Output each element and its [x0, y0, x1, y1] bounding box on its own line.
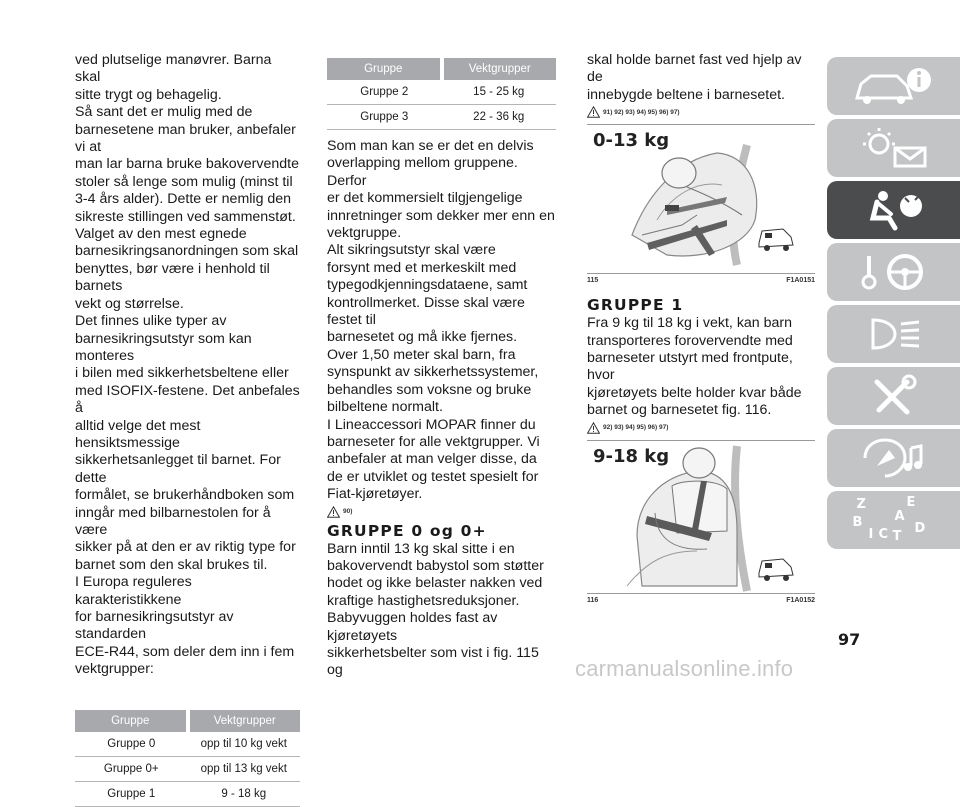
table-header-row	[75, 710, 300, 732]
warning-reference-numbers: 92) 93) 94) 95) 96) 97)	[603, 424, 669, 432]
seat-airbag-icon	[849, 188, 939, 232]
table-cell: Gruppe 1	[75, 781, 188, 806]
table-header-cell: Vektgrupper	[188, 710, 301, 732]
section-heading: GRUPPE 1	[587, 296, 684, 315]
figure-caption	[587, 277, 815, 284]
index-letter: T	[892, 529, 902, 544]
page-number: 97	[838, 630, 861, 649]
body-text: ved plutselige manøvrer. Barna skal sitte trygt og behagelig. Så sant det er mulig med de barnesetene man bruker, anbefaler vi at man lar barna bruke bakovervendte stoler så lenge som mulig (minst til 3-4 års alder). Dette er nemlig den sikreste stillingen ved sammenstøt. Valget av den mest egnede barnesikringsanordningen som skal benyttes, bør være i henhold til barnets vekt og størrelse. Det finnes ulike typer av barnesikringsutstyr som kan monteres i bilen med sikkerhetsbeltene eller med ISOFIX-festene. Det anbefales å alltid velge det mest hensiktsmessige sikkerhetsanlegget til barnet. For dette formålet, se brukerhåndboken som inngår med bilbarnestolen for å være sikker på at den er av riktig type for barnet som den skal brukes til. I Europa reguleres karakteristikkene for barnesikringsutstyr av standarden ECE-R44, som deler dem inn i fem vektgrupper:	[75, 52, 300, 678]
table-header-cell: Gruppe	[75, 710, 188, 732]
index-letter: D	[914, 521, 926, 536]
table-row	[75, 781, 300, 806]
chapter-tab-warning-lights[interactable]	[827, 119, 960, 177]
column-right	[587, 52, 815, 604]
table-cell: Gruppe 3	[327, 105, 442, 130]
index-letter: A	[894, 509, 905, 524]
chapter-tab-safety[interactable]	[827, 181, 960, 239]
table-header-cell: Vektgrupper	[442, 58, 557, 80]
figure-code: F1A0151	[786, 277, 815, 285]
warning-reference	[327, 504, 557, 520]
figure-title: 0-13 kg	[593, 130, 670, 152]
index-letter: E	[906, 495, 916, 510]
chapter-tab-maintenance[interactable]	[827, 367, 960, 425]
forward-facing-child-seat-illustration	[587, 441, 815, 593]
chapter-tab-index[interactable]	[827, 491, 960, 549]
table-header-row	[327, 58, 556, 80]
warning-triangle-icon	[587, 106, 600, 118]
table-cell: opp til 13 kg vekt	[188, 756, 301, 781]
chapter-tab-emergency[interactable]	[827, 305, 960, 363]
warning-triangle-icon	[327, 506, 340, 518]
figure-116	[587, 440, 815, 594]
table-cell: 15 - 25 kg	[442, 80, 557, 105]
rear-facing-baby-seat-illustration	[587, 125, 815, 273]
table-row	[75, 732, 300, 757]
media-navigation-icon	[849, 436, 939, 480]
table-row	[327, 105, 556, 130]
figure-number: 115	[587, 277, 599, 285]
warning-reference-numbers: 90)	[343, 508, 353, 516]
weight-group-table	[75, 710, 300, 807]
index-letter: Z	[856, 497, 866, 512]
figure-code: F1A0152	[786, 596, 815, 604]
watermark: carmanualsonline.info	[575, 656, 794, 681]
table-cell: 9 - 18 kg	[188, 781, 301, 806]
column-left	[75, 52, 300, 807]
warning-reference	[587, 104, 815, 120]
table-row	[327, 80, 556, 105]
chapter-tab-starting-driving[interactable]	[827, 243, 960, 301]
section-heading: GRUPPE 0 og 0+	[327, 521, 487, 540]
figure-number: 116	[587, 596, 599, 604]
weight-group-table-continued	[327, 58, 556, 130]
figure-caption	[587, 597, 815, 604]
key-steering-icon	[849, 250, 939, 294]
tools-icon	[849, 374, 939, 418]
index-letter: B	[852, 515, 863, 530]
index-letter: I	[868, 527, 874, 542]
table-cell: Gruppe 0+	[75, 756, 188, 781]
warning-triangle-icon	[587, 422, 600, 434]
figure-title: 9-18 kg	[593, 445, 670, 467]
column-middle	[327, 58, 557, 680]
table-cell: opp til 10 kg vekt	[188, 732, 301, 757]
van-icon	[759, 229, 793, 251]
table-cell: Gruppe 0	[75, 732, 188, 757]
table-row	[75, 756, 300, 781]
car-lights-icon	[849, 312, 939, 356]
index-letters-icon	[849, 495, 939, 545]
van-icon	[759, 559, 793, 581]
warning-lights-icon	[849, 126, 939, 170]
index-letter: C	[878, 527, 889, 542]
table-cell: Gruppe 2	[327, 80, 442, 105]
warning-reference	[587, 420, 815, 436]
chapter-tab-multimedia[interactable]	[827, 429, 960, 487]
table-header-cell: Gruppe	[327, 58, 442, 80]
car-info-icon	[849, 64, 939, 108]
body-text: Fra 9 kg til 18 kg i vekt, kan barn transporteres forovervendte med barneseter utstyrt med frontpute, hvor kjøretøyets belte holder kvar både barnet og barnesetet fig. 116.	[587, 315, 802, 419]
warning-reference-numbers: 91) 92) 93) 94) 95) 96) 97)	[603, 108, 680, 116]
figure-115	[587, 124, 815, 274]
table-cell: 22 - 36 kg	[442, 105, 557, 130]
chapter-tabs	[827, 57, 960, 553]
body-text: skal holde barnet fast ved hjelp av de innebygde beltene i barnesetet.	[587, 52, 802, 103]
chapter-tab-knowing-vehicle[interactable]	[827, 57, 960, 115]
body-text: Som man kan se er det en delvis overlapping mellom gruppene. Derfor er det kommersielt tilgjengelige innretninger som dekker mer enn en vektgruppe. Alt sikringsutstyr skal være forsynt med et merkeskilt med typegodkjenningsdataene, samt kontrollmerket. Disse skal være festet til barnesetet og må ikke fjernes. Over 1,50 meter skal barn, fra synspunkt av sikkerhetssystemer, behandles som voksne og bruke bilbeltene normalt. I Lineaccessori MOPAR finner du barneseter for alle vektgrupper. Vi anbefaler at man velger disse, da de er utviklet og testet spesielt for Fiat-kjøretøyer.	[327, 138, 555, 503]
body-text: Barn inntil 13 kg skal sitte i en bakovervendt babystol som støtter hodet og ikke belaster nakken ved kraftige hastighetsreduksjoner. Babyvuggen holdes fast av kjøretøyets sikkerhetsbelter som vist i fig. 115 og	[327, 540, 544, 679]
